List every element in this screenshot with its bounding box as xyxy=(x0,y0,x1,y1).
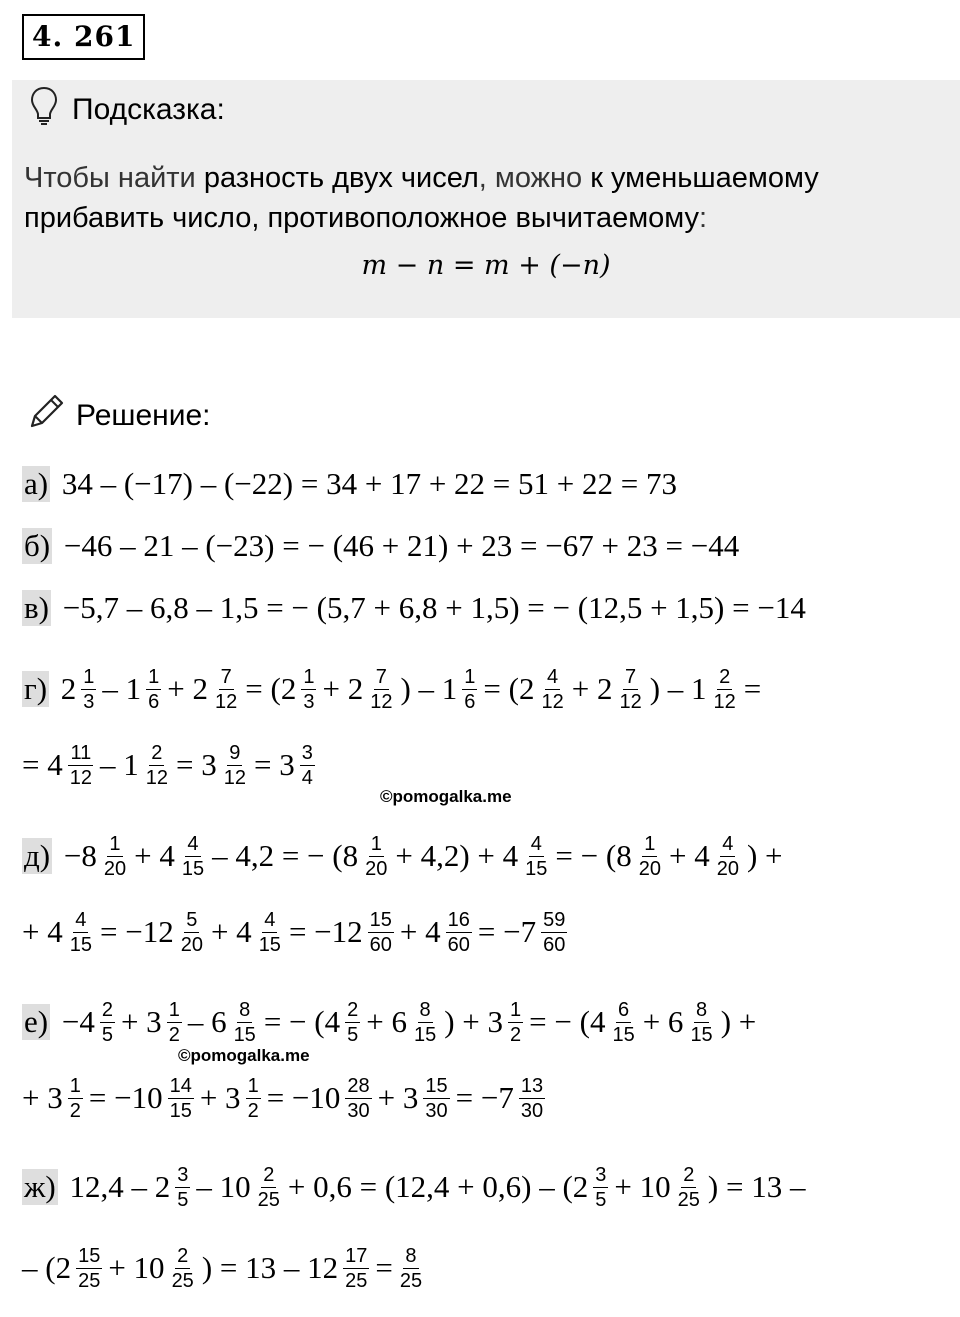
denominator: 12 xyxy=(223,766,246,789)
expression-text: = xyxy=(375,1250,393,1285)
fraction xyxy=(541,908,567,957)
fraction xyxy=(146,665,161,714)
numerator: 15 xyxy=(369,908,392,931)
expression-text: = (2 xyxy=(483,671,535,706)
fraction xyxy=(462,665,477,714)
denominator: 12 xyxy=(145,766,168,789)
fraction xyxy=(446,908,472,957)
solution-line xyxy=(22,1159,805,1215)
denominator: 15 xyxy=(690,1023,713,1046)
fraction xyxy=(345,1074,371,1123)
expression-text: + 3 xyxy=(199,1080,241,1115)
denominator: 30 xyxy=(347,1099,370,1122)
expression-text: + 3 xyxy=(120,1004,162,1039)
expression-text: = (2 xyxy=(245,671,297,706)
denominator: 20 xyxy=(638,857,661,880)
expression-text: ) = 13 – xyxy=(707,1169,806,1204)
numerator: 1 xyxy=(464,665,476,688)
item-label: е) xyxy=(24,1004,49,1039)
denominator: 2 xyxy=(247,1099,259,1122)
expression-text: = −12 xyxy=(99,914,174,949)
expression-text: −4 xyxy=(54,1004,95,1039)
fraction xyxy=(412,998,438,1047)
fraction xyxy=(343,1244,369,1293)
denominator: 60 xyxy=(543,933,566,956)
numerator: 1 xyxy=(247,1074,259,1097)
denominator: 15 xyxy=(525,857,548,880)
fraction xyxy=(676,1163,702,1212)
expression-text: = −12 xyxy=(288,914,363,949)
denominator: 20 xyxy=(365,857,388,880)
expression-text: + 4 xyxy=(22,914,63,949)
numerator: 8 xyxy=(405,1244,417,1267)
expression-text: = 3 xyxy=(253,747,295,782)
fraction xyxy=(256,1163,282,1212)
expression-text: = −7 xyxy=(477,914,537,949)
fraction xyxy=(180,832,206,881)
denominator: 25 xyxy=(399,1269,423,1292)
numerator: 4 xyxy=(722,832,734,855)
numerator: 2 xyxy=(719,665,731,688)
denominator: 3 xyxy=(83,690,95,713)
denominator: 15 xyxy=(69,933,92,956)
denominator: 6 xyxy=(464,690,476,713)
denominator: 15 xyxy=(169,1099,192,1122)
numerator: 1 xyxy=(370,832,382,855)
numerator: 4 xyxy=(264,908,276,931)
denominator: 15 xyxy=(413,1023,437,1046)
denominator: 25 xyxy=(257,1188,280,1211)
numerator: 1 xyxy=(109,832,121,855)
numerator: 15 xyxy=(425,1074,448,1097)
expression-text: + 4,2) + 4 xyxy=(395,838,519,873)
hint-box xyxy=(12,80,960,318)
denominator: 20 xyxy=(716,857,739,880)
fraction xyxy=(102,832,128,881)
hint-bold-term: разность двух чисел xyxy=(203,162,479,194)
numerator: 3 xyxy=(595,1163,607,1186)
fraction xyxy=(179,908,205,957)
fraction xyxy=(363,832,389,881)
expression-text: + 10 xyxy=(108,1250,165,1285)
hint-text-part: : xyxy=(699,202,708,234)
fraction xyxy=(712,665,738,714)
expression-text: – 4,2 = − (8 xyxy=(212,838,359,873)
denominator: 60 xyxy=(369,933,392,956)
numerator: 7 xyxy=(375,665,387,688)
expression-text: – (2 xyxy=(22,1250,72,1285)
expression-text: + 2 xyxy=(571,671,613,706)
numerator: 1 xyxy=(510,998,522,1021)
numerator: 17 xyxy=(345,1244,368,1267)
fraction xyxy=(222,741,248,790)
numerator: 3 xyxy=(177,1163,189,1186)
numerator: 14 xyxy=(169,1074,192,1097)
fraction xyxy=(76,1244,102,1293)
expression-text: + 2 xyxy=(167,671,209,706)
fraction xyxy=(144,741,170,790)
numerator: 9 xyxy=(229,741,241,764)
denominator: 25 xyxy=(171,1269,194,1292)
expression-text: – 1 xyxy=(102,671,142,706)
fraction xyxy=(368,908,394,957)
fraction xyxy=(81,665,96,714)
numerator: 4 xyxy=(187,832,199,855)
expression-text: 2 xyxy=(53,671,77,706)
numerator: 28 xyxy=(347,1074,370,1097)
hint-formula: m − n = m + (−n) xyxy=(361,250,611,281)
numerator: 59 xyxy=(543,908,566,931)
fraction xyxy=(637,832,663,881)
expression-text: = −10 xyxy=(88,1080,163,1115)
fraction xyxy=(368,665,394,714)
solution-line xyxy=(22,737,321,793)
expression-text: ) + 3 xyxy=(444,1004,504,1039)
numerator: 1 xyxy=(303,665,315,688)
fraction xyxy=(617,665,643,714)
fraction xyxy=(232,998,258,1047)
denominator: 15 xyxy=(233,1023,256,1046)
fraction xyxy=(257,908,283,957)
fraction xyxy=(68,741,94,790)
numerator: 4 xyxy=(75,908,87,931)
expression-text: ) = 13 – 12 xyxy=(201,1250,339,1285)
fraction xyxy=(398,1244,424,1293)
expression-text: – 1 xyxy=(99,747,139,782)
numerator: 1 xyxy=(168,998,180,1021)
expression-text: + 10 xyxy=(614,1169,671,1204)
fraction xyxy=(167,998,182,1047)
denominator: 5 xyxy=(595,1188,607,1211)
hint-title: Подсказка: xyxy=(72,93,225,126)
denominator: 2 xyxy=(510,1023,522,1046)
expression-text: – 6 xyxy=(187,1004,227,1039)
solution-line xyxy=(22,518,739,574)
hint-text-part: , можно xyxy=(478,162,591,194)
solution-line xyxy=(22,1070,551,1126)
solution-title: Решение: xyxy=(76,399,211,432)
expression-text: + 4 xyxy=(399,914,441,949)
denominator: 5 xyxy=(101,1023,113,1046)
watermark: ©pomogalka.me xyxy=(178,1046,310,1065)
fraction xyxy=(213,665,239,714)
denominator: 20 xyxy=(180,933,203,956)
fraction xyxy=(715,832,741,881)
fraction xyxy=(519,1074,545,1123)
fraction xyxy=(246,1074,261,1123)
denominator: 25 xyxy=(345,1269,368,1292)
numerator: 2 xyxy=(151,741,163,764)
solution-line xyxy=(22,904,573,960)
numerator: 1 xyxy=(69,1074,81,1097)
item-label: а) xyxy=(24,466,49,501)
denominator: 5 xyxy=(177,1188,189,1211)
expression-text: = − (8 xyxy=(555,838,632,873)
expression-text: −5,7 – 6,8 – 1,5 = − (5,7 + 6,8 + 1,5) = − (12,5 + 1,5) = −14 xyxy=(54,590,806,625)
numerator: 7 xyxy=(625,665,637,688)
fraction xyxy=(610,998,636,1047)
pencil-icon xyxy=(26,392,66,440)
expression-text: + 6 xyxy=(366,1004,407,1039)
fraction xyxy=(68,1074,83,1123)
fraction xyxy=(423,1074,449,1123)
watermark: ©pomogalka.me xyxy=(380,787,512,806)
numerator: 4 xyxy=(547,665,559,688)
numerator: 2 xyxy=(101,998,113,1021)
item-label: в) xyxy=(24,590,49,625)
denominator: 12 xyxy=(619,690,642,713)
fraction xyxy=(508,998,523,1047)
denominator: 15 xyxy=(258,933,281,956)
expression-text: −46 – 21 – (−23) = − (46 + 21) + 23 = −67 + 23 = −44 xyxy=(56,528,740,563)
expression-text: = xyxy=(743,671,762,706)
numerator: 2 xyxy=(683,1163,695,1186)
denominator: 15 xyxy=(181,857,205,880)
fraction xyxy=(688,998,714,1047)
hint-header xyxy=(30,88,225,132)
denominator: 60 xyxy=(447,933,470,956)
hint-text-part: Чтобы найти xyxy=(24,162,204,194)
numerator: 1 xyxy=(83,665,95,688)
expression-text: 12,4 – 2 xyxy=(61,1169,171,1204)
expression-text: + 4 xyxy=(668,838,710,873)
expression-text: = 4 xyxy=(22,747,63,782)
hint-bold-rule: к уменьшаемому прибавить число, противоположное вычитаемому xyxy=(24,162,819,234)
fraction xyxy=(68,908,94,957)
expression-text: – 10 xyxy=(196,1169,251,1204)
expression-text: = −10 xyxy=(266,1080,341,1115)
expression-text: = 3 xyxy=(175,747,217,782)
denominator: 6 xyxy=(148,690,160,713)
expression-text: = −7 xyxy=(455,1080,514,1115)
numerator: 1 xyxy=(148,665,160,688)
item-label: г) xyxy=(24,671,48,706)
numerator: 8 xyxy=(239,998,251,1021)
numerator: 8 xyxy=(696,998,708,1021)
item-label: б) xyxy=(24,528,51,563)
expression-text: + 6 xyxy=(642,1004,684,1039)
denominator: 12 xyxy=(713,690,736,713)
denominator: 12 xyxy=(370,690,393,713)
hint-text xyxy=(24,158,944,238)
numerator: 7 xyxy=(220,665,232,688)
solution-line xyxy=(22,661,761,717)
denominator: 4 xyxy=(301,766,313,789)
numerator: 2 xyxy=(347,998,359,1021)
fraction xyxy=(175,1163,190,1212)
item-label: д) xyxy=(24,838,51,873)
numerator: 2 xyxy=(177,1244,189,1267)
numerator: 4 xyxy=(530,832,542,855)
expression-text: ) – 1 xyxy=(400,671,458,706)
denominator: 2 xyxy=(168,1023,180,1046)
fraction xyxy=(539,665,565,714)
fraction xyxy=(170,1244,196,1293)
numerator: 8 xyxy=(419,998,431,1021)
denominator: 20 xyxy=(103,857,127,880)
numerator: 5 xyxy=(186,908,198,931)
expression-text: + 2 xyxy=(322,671,364,706)
fraction xyxy=(301,665,316,714)
numerator: 3 xyxy=(301,741,313,764)
fraction xyxy=(168,1074,194,1123)
expression-text: ) + xyxy=(746,838,783,873)
fraction xyxy=(345,998,360,1047)
solution-line xyxy=(22,580,806,636)
solution-line xyxy=(22,994,756,1050)
lightbulb-icon xyxy=(30,86,58,134)
expression-text: ) – 1 xyxy=(649,671,707,706)
denominator: 12 xyxy=(69,766,92,789)
numerator: 1 xyxy=(644,832,656,855)
denominator: 3 xyxy=(303,690,315,713)
numerator: 2 xyxy=(263,1163,275,1186)
numerator: 15 xyxy=(78,1244,101,1267)
solution-line xyxy=(22,456,677,512)
solution-line xyxy=(22,828,783,884)
expression-text: + 4 xyxy=(134,838,175,873)
expression-text: −8 xyxy=(56,838,97,873)
fraction xyxy=(300,741,315,790)
fraction xyxy=(100,998,115,1047)
denominator: 12 xyxy=(541,690,564,713)
solution-line xyxy=(22,1240,430,1296)
expression-text: + 0,6 = (12,4 + 0,6) – (2 xyxy=(287,1169,589,1204)
denominator: 12 xyxy=(215,690,238,713)
solution-header xyxy=(26,394,210,438)
numerator: 16 xyxy=(447,908,470,931)
denominator: 2 xyxy=(69,1099,81,1122)
task-number: 4. 261 xyxy=(22,14,145,60)
denominator: 25 xyxy=(78,1269,101,1292)
numerator: 13 xyxy=(520,1074,544,1097)
fraction xyxy=(523,832,549,881)
denominator: 5 xyxy=(347,1023,359,1046)
expression-text: ) + xyxy=(720,1004,757,1039)
expression-text: 34 – (−17) – (−22) = 34 + 17 + 22 = 51 + 22 = 73 xyxy=(54,466,677,501)
expression-text: = − (4 xyxy=(529,1004,606,1039)
expression-text: + 3 xyxy=(377,1080,419,1115)
expression-text: = − (4 xyxy=(263,1004,341,1039)
denominator: 30 xyxy=(520,1099,544,1122)
item-label: ж) xyxy=(24,1169,56,1204)
expression-text: + 4 xyxy=(210,914,252,949)
fraction xyxy=(593,1163,608,1212)
numerator: 6 xyxy=(618,998,630,1021)
denominator: 30 xyxy=(425,1099,448,1122)
numerator: 11 xyxy=(70,741,92,764)
denominator: 25 xyxy=(677,1188,700,1211)
denominator: 15 xyxy=(612,1023,635,1046)
expression-text: + 3 xyxy=(22,1080,63,1115)
